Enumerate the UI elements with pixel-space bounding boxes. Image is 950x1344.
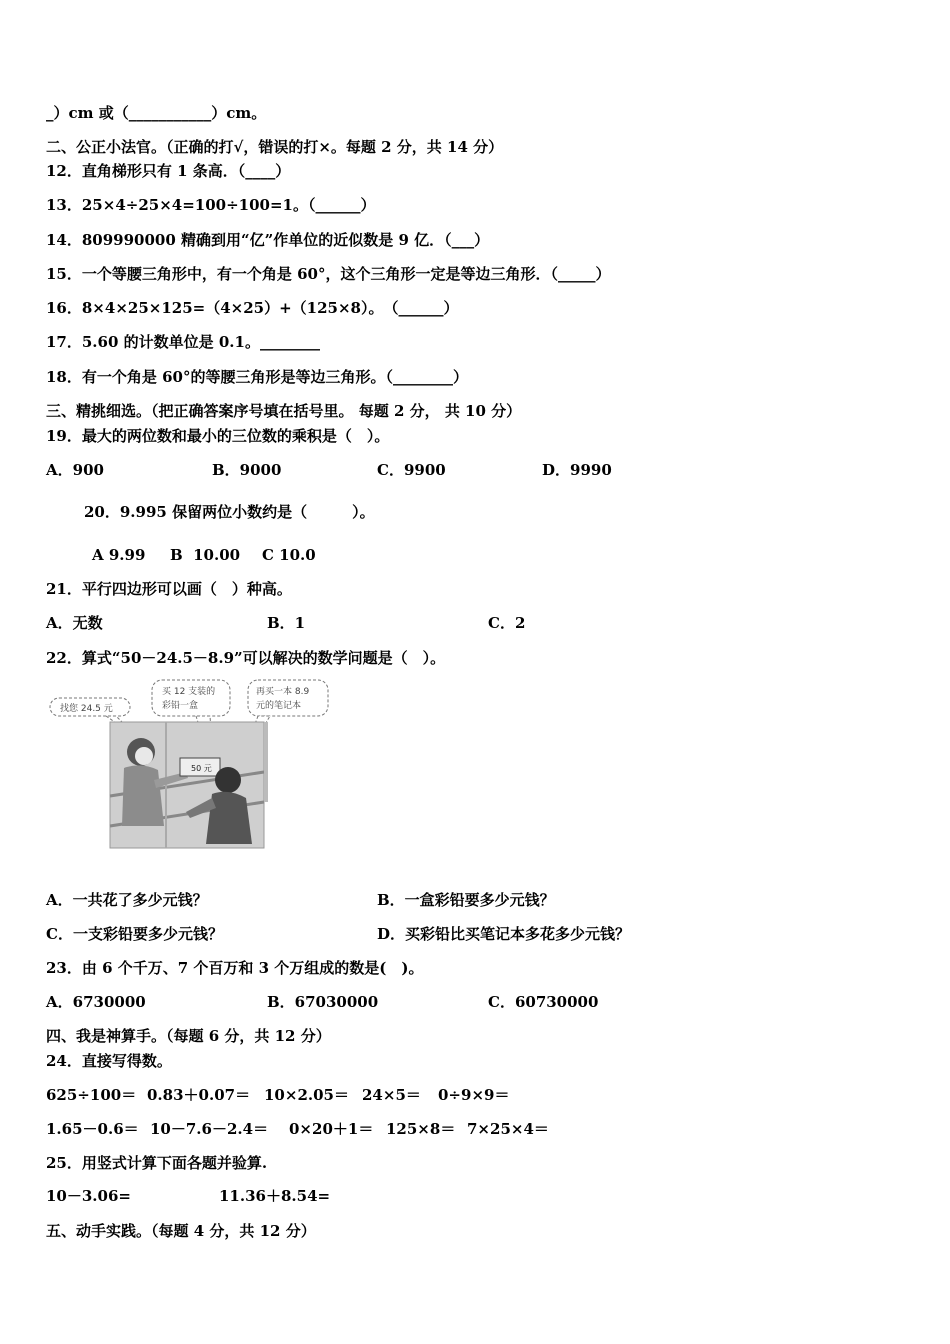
q20-option-b: B 10.00 [170, 546, 241, 564]
q20-option-a: A 9.99 [92, 546, 146, 564]
question-18: 18．有一个角是 60°的等腰三角形是等边三角形。（________） [46, 368, 468, 386]
q24-item: 0÷9×9＝ [438, 1086, 510, 1104]
section-4-heading: 四、我是神算手。（每题 6 分，共 12 分） [46, 1027, 331, 1045]
bubble-pencils-text-1: 买 12 支装的 [162, 687, 216, 697]
question-16: 16．8×4×25×125=（4×25）+（125×8）。 （______） [46, 299, 459, 317]
q21-option-a: A．无数 [46, 614, 103, 632]
section-5-heading: 五、动手实践。（每题 4 分，共 12 分） [46, 1222, 316, 1240]
q25-item: 10－3.06= [46, 1187, 131, 1205]
girl-head [215, 767, 241, 793]
q24-item: 10－7.6－2.4＝ [150, 1120, 269, 1138]
question-13: 13．25×4÷25×4=100÷100=1。（______） [46, 196, 376, 214]
q24-item: 0.83＋0.07＝ [147, 1086, 251, 1104]
q19-option-b: B．9000 [212, 461, 282, 479]
bubble-pencils-text-2: 彩铅一盒 [162, 701, 199, 711]
continued-line: _）cm 或（___________）cm。 [46, 104, 267, 122]
q24-item: 7×25×4＝ [467, 1120, 549, 1138]
q23-option-b: B．67030000 [267, 993, 379, 1011]
q22-option-b: B．一盒彩铅要多少元钱？ [377, 891, 555, 909]
q24-item: 1.65－0.6＝ [46, 1120, 139, 1138]
q22-option-d: D．买彩铅比买笔记本多花多少元钱？ [377, 925, 631, 943]
q23-option-a: A．6730000 [46, 993, 146, 1011]
bubble-notebook-text-2: 元的笔记本 [256, 701, 302, 711]
section-3-heading: 三、精挑细选。（把正确答案序号填在括号里。 每题 2 分， 共 10 分） [46, 402, 522, 420]
section-2-heading: 二、公正小法官。（正确的打√，错误的打×。每题 2 分，共 14 分） [46, 138, 504, 156]
question-14: 14．809990000 精确到用“亿”作单位的近似数是 9 亿．（___） [46, 231, 490, 249]
q24-item: 10×2.05＝ [264, 1086, 349, 1104]
question-24-stem: 24．直接写得数。 [46, 1052, 172, 1070]
shop-illustration [46, 676, 336, 856]
q21-option-b: B．1 [267, 614, 306, 632]
question-25-stem: 25．用竖式计算下面各题并验算. [46, 1154, 268, 1172]
girl-body [206, 792, 252, 844]
q21-option-c: C．2 [488, 614, 526, 632]
q19-option-c: C．9900 [377, 461, 446, 479]
question-23-stem: 23．由 6 个千万、7 个百万和 3 个万组成的数是( )。 [46, 959, 424, 977]
question-21-stem: 21．平行四边形可以画（ ）种高。 [46, 580, 292, 598]
q24-item: 625÷100＝ [46, 1086, 137, 1104]
q19-option-a: A．900 [46, 461, 104, 479]
bubble-change-text: 找您 24.5 元 [60, 704, 113, 714]
q24-item: 125×8＝ [386, 1120, 456, 1138]
question-19-stem: 19．最大的两位数和最小的三位数的乘积是（ ）。 [46, 427, 390, 445]
bubble-notebook-text-1: 再买一本 8.9 [256, 687, 310, 697]
banknote-label: 50 元 [191, 764, 212, 773]
question-12: 12．直角梯形只有 1 条高．（____） [46, 162, 291, 180]
q25-item: 11.36＋8.54= [219, 1187, 331, 1205]
question-22-stem: 22．算式“50－24.5－8.9”可以解决的数学问题是（ ）。 [46, 649, 446, 667]
q20-option-c: C 10.0 [262, 546, 316, 564]
q19-option-d: D．9990 [542, 461, 612, 479]
question-15: 15．一个等腰三角形中，有一个角是 60°，这个三角形一定是等边三角形．（_____） [46, 265, 611, 283]
q22-option-a: A．一共花了多少元钱？ [46, 891, 208, 909]
question-17: 17．5.60 的计数单位是 0.1。________ [46, 333, 320, 351]
question-20-stem: 20．9.995 保留两位小数约是（ ）。 [84, 503, 375, 521]
q24-item: 0×20＋1＝ [289, 1120, 374, 1138]
q22-option-c: C．一支彩铅要多少元钱？ [46, 925, 223, 943]
q24-item: 24×5＝ [362, 1086, 421, 1104]
q23-option-c: C．60730000 [488, 993, 599, 1011]
shopkeeper-body [122, 765, 164, 826]
